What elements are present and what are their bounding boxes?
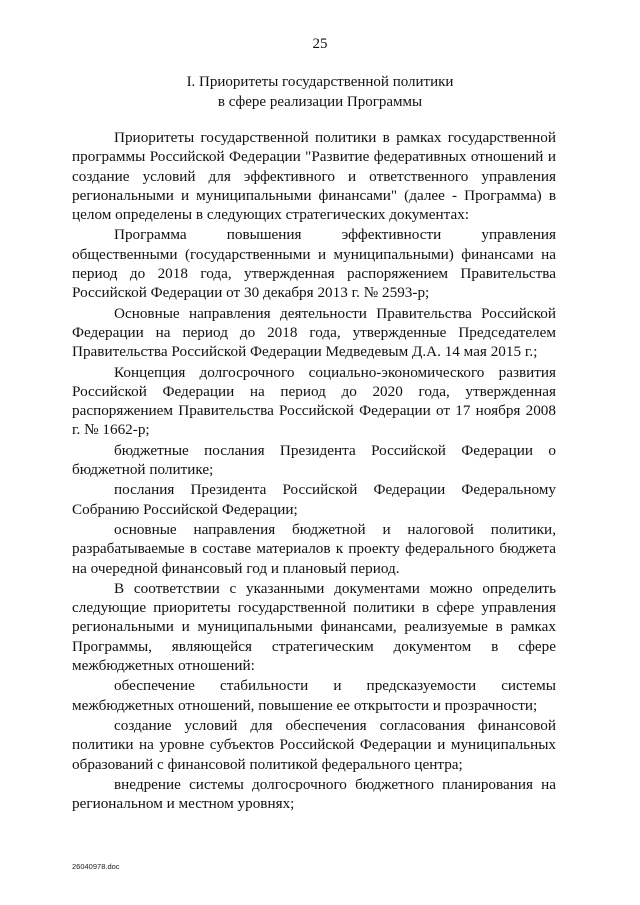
paragraph-10: создание условий для обеспечения согласования финансовой политики на уровне субъектов Российской Федерации и муниципальных образований с финансовой политикой федерального центра; [72,716,556,773]
paragraph-8: В соответствии с указанными документами можно определить следующие приоритеты государственной политики в сфере управления региональными и муниципальными финансами, реализуемые в рамках Программы, являющейся стратегическим документом в сфере межбюджетных отношений: [72,579,556,675]
page-number: 25 [312,36,328,52]
section-heading-line-1: I. Приоритеты государственной политики [186,74,454,90]
document-file-name: 26040978.doc [72,862,120,871]
paragraph-7: основные направления бюджетной и налоговой политики, разрабатываемые в составе материалов к проекту федерального бюджета на очередной финансовый год и плановый период. [72,520,556,577]
paragraph-6: послания Президента Российской Федерации Федеральному Собранию Российской Федерации; [72,481,556,518]
paragraph-3: Основные направления деятельности Правительства Российской Федерации на период до 2018 года, утвержденные Председателем Правительства Российской Федерации Медведевым Д.А. 14 мая 2015 г.; [72,304,556,361]
paragraph-1: Приоритеты государственной политики в рамках государственной программы Российской Федерации "Развитие федеративных отношений и создание условий для эффективного и ответственного управления региональными и муниципальными финансами" (далее - Программа) в целом определены в следующих стратегических документах: [72,129,556,224]
paragraph-4: Концепция долгосрочного социально-экономического развития Российской Федерации на период до 2020 года, утвержденная распоряжением Правительства Российской Федерации от 17 ноября 2008 г. № 1662-р; [72,363,556,439]
section-heading [0,72,640,112]
paragraph-9: обеспечение стабильности и предсказуемости системы межбюджетных отношений, повышение ее открытости и прозрачности; [72,677,556,714]
paragraph-5: бюджетные послания Президента Российской Федерации о бюджетной политике; [72,441,556,479]
paragraph-11: внедрение системы долгосрочного бюджетного планирования на региональном и местном уровнях; [72,775,556,813]
paragraph-2: Программа повышения эффективности управления общественными (государственными и муниципальными) финансами на период до 2018 года, утвержденная распоряжением Правительства Российской Федерации от 30 декабря 2013 г. № 2593-р; [72,226,556,302]
document-body [72,128,556,814]
section-heading-line-2: в сфере реализации Программы [217,94,423,110]
